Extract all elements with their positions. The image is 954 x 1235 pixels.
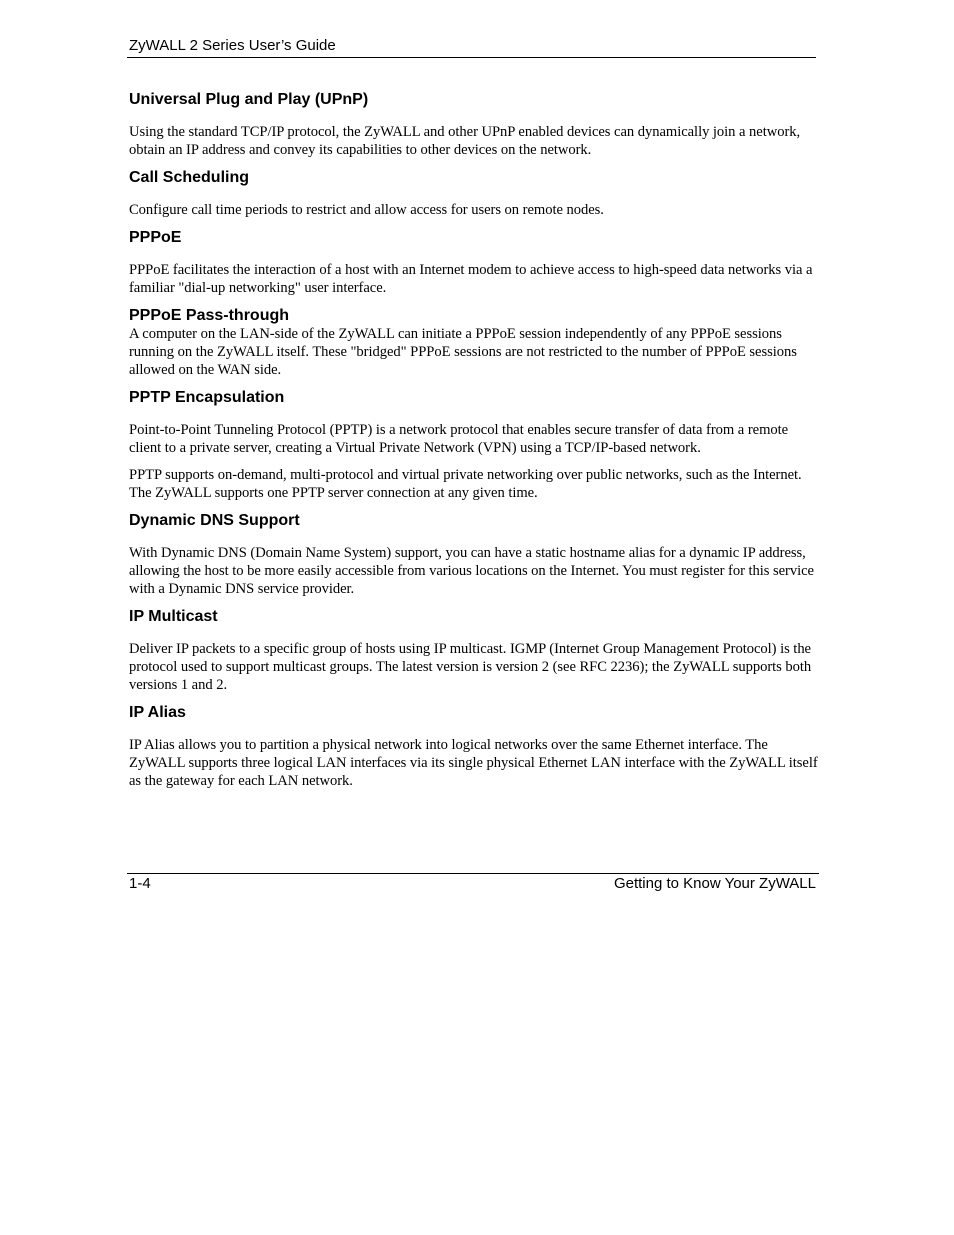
section-ip-multicast	[129, 607, 819, 694]
section-heading: PPTP Encapsulation	[129, 389, 285, 406]
section-heading: Call Scheduling	[129, 169, 250, 186]
section-paragraph: Using the standard TCP/IP protocol, the ZyWALL and other UPnP enabled devices can dynamically join a network, obtain an IP address and convey its capabilities to other devices on the network.	[129, 124, 801, 158]
section-paragraph: A computer on the LAN-side of the ZyWALL can initiate a PPPoE session independently of any PPPoE sessions running on the ZyWALL itself. These "bridged" PPPoE sessions are not restricted to the number of PPPoE sessions allowed on the WAN side.	[129, 326, 797, 378]
section-paragraph: Point-to-Point Tunneling Protocol (PPTP) is a network protocol that enables secure transfer of data from a remote client to a private server, creating a Virtual Private Network (VPN) using a TCP/IP-based network.	[129, 422, 789, 456]
chapter-title: Getting to Know Your ZyWALL	[613, 875, 816, 892]
section-pppoe-pass-through	[129, 306, 819, 379]
section-pppoe	[129, 228, 819, 297]
section-paragraph: Configure call time periods to restrict and allow access for users on remote nodes.	[129, 202, 604, 218]
section-ip-alias	[129, 703, 819, 790]
section-paragraph: PPPoE facilitates the interaction of a host with an Internet modem to achieve access to high-speed data networks via a familiar "dial-up networking" user interface.	[129, 262, 813, 296]
page-number: 1-4	[129, 875, 151, 892]
section-paragraph: IP Alias allows you to partition a physical network into logical networks over the same Ethernet interface. The ZyWALL supports three logical LAN interfaces via its single physical Ethernet LAN interface with the ZyWALL itself as the gateway for each LAN network.	[129, 737, 818, 789]
section-heading: Dynamic DNS Support	[129, 512, 300, 529]
section-paragraph: PPTP supports on-demand, multi-protocol and virtual private networking over public networks, such as the Internet. The ZyWALL supports one PPTP server connection at any given time.	[129, 467, 802, 501]
section-upnp	[129, 90, 819, 159]
section-pptp-encapsulation	[129, 388, 819, 502]
running-header: ZyWALL 2 Series User’s Guide	[129, 37, 336, 54]
section-paragraph: With Dynamic DNS (Domain Name System) support, you can have a static hostname alias for a dynamic IP address, allowing the host to be more easily accessible from various locations on the Internet. You must register for this service with a Dynamic DNS service provider.	[129, 545, 814, 597]
page-content	[129, 90, 819, 790]
section-call-scheduling	[129, 168, 819, 219]
section-dynamic-dns	[129, 511, 819, 598]
section-heading: PPPoE	[129, 229, 182, 246]
section-paragraph: Deliver IP packets to a specific group of hosts using IP multicast. IGMP (Internet Group Management Protocol) is the protocol used to support multicast groups. The latest version is version 2 (see RFC 2236); the ZyWALL supports both versions 1 and 2.	[129, 641, 812, 693]
section-heading: PPPoE Pass-through	[129, 307, 290, 324]
section-heading: IP Multicast	[129, 608, 218, 625]
section-heading: IP Alias	[129, 704, 186, 721]
header-rule	[127, 57, 816, 58]
footer-rule	[127, 873, 819, 874]
section-heading: Universal Plug and Play (UPnP)	[129, 91, 369, 108]
